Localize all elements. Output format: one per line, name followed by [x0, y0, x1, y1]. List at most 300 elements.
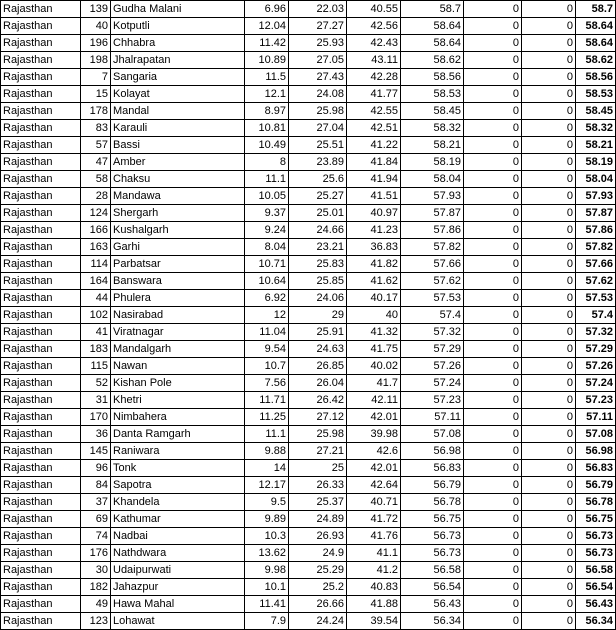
state-cell[interactable]: Rajasthan: [1, 154, 81, 171]
name-cell[interactable]: Nimbahera: [111, 409, 245, 426]
value-1-cell[interactable]: 9.37: [245, 205, 289, 222]
total-cell[interactable]: 56.73: [576, 545, 616, 562]
value-1-cell[interactable]: 11.04: [245, 324, 289, 341]
value-2-cell[interactable]: 25.85: [289, 273, 347, 290]
value-1-cell[interactable]: 7.9: [245, 613, 289, 630]
value-2-cell[interactable]: 23.21: [289, 239, 347, 256]
code-cell[interactable]: 31: [81, 392, 111, 409]
value-4-cell[interactable]: 57.29: [401, 341, 464, 358]
total-cell[interactable]: 56.78: [576, 494, 616, 511]
state-cell[interactable]: Rajasthan: [1, 596, 81, 613]
zero-2-cell[interactable]: 0: [522, 290, 576, 307]
zero-1-cell[interactable]: 0: [464, 256, 522, 273]
value-2-cell[interactable]: 27.27: [289, 18, 347, 35]
value-4-cell[interactable]: 57.23: [401, 392, 464, 409]
code-cell[interactable]: 114: [81, 256, 111, 273]
name-cell[interactable]: Bassi: [111, 137, 245, 154]
value-2-cell[interactable]: 24.9: [289, 545, 347, 562]
state-cell[interactable]: Rajasthan: [1, 409, 81, 426]
state-cell[interactable]: Rajasthan: [1, 35, 81, 52]
value-2-cell[interactable]: 25.93: [289, 35, 347, 52]
name-cell[interactable]: Khetri: [111, 392, 245, 409]
value-1-cell[interactable]: 10.3: [245, 528, 289, 545]
value-1-cell[interactable]: 11.1: [245, 426, 289, 443]
value-1-cell[interactable]: 14: [245, 460, 289, 477]
zero-1-cell[interactable]: 0: [464, 307, 522, 324]
value-4-cell[interactable]: 56.73: [401, 528, 464, 545]
state-cell[interactable]: Rajasthan: [1, 494, 81, 511]
value-4-cell[interactable]: 58.64: [401, 18, 464, 35]
value-1-cell[interactable]: 11.42: [245, 35, 289, 52]
code-cell[interactable]: 139: [81, 1, 111, 18]
value-2-cell[interactable]: 27.21: [289, 443, 347, 460]
total-cell[interactable]: 56.73: [576, 528, 616, 545]
zero-2-cell[interactable]: 0: [522, 392, 576, 409]
value-4-cell[interactable]: 57.87: [401, 205, 464, 222]
state-cell[interactable]: Rajasthan: [1, 358, 81, 375]
value-4-cell[interactable]: 57.62: [401, 273, 464, 290]
total-cell[interactable]: 58.32: [576, 120, 616, 137]
name-cell[interactable]: Nawan: [111, 358, 245, 375]
code-cell[interactable]: 183: [81, 341, 111, 358]
value-1-cell[interactable]: 9.88: [245, 443, 289, 460]
name-cell[interactable]: Phulera: [111, 290, 245, 307]
code-cell[interactable]: 37: [81, 494, 111, 511]
value-1-cell[interactable]: 6.92: [245, 290, 289, 307]
name-cell[interactable]: Jhalrapatan: [111, 52, 245, 69]
value-2-cell[interactable]: 25.2: [289, 579, 347, 596]
name-cell[interactable]: Mandal: [111, 103, 245, 120]
name-cell[interactable]: Chhabra: [111, 35, 245, 52]
value-2-cell[interactable]: 25.6: [289, 171, 347, 188]
value-2-cell[interactable]: 26.42: [289, 392, 347, 409]
total-cell[interactable]: 57.66: [576, 256, 616, 273]
zero-2-cell[interactable]: 0: [522, 307, 576, 324]
code-cell[interactable]: 196: [81, 35, 111, 52]
zero-2-cell[interactable]: 0: [522, 18, 576, 35]
code-cell[interactable]: 170: [81, 409, 111, 426]
zero-2-cell[interactable]: 0: [522, 613, 576, 630]
total-cell[interactable]: 58.64: [576, 35, 616, 52]
value-4-cell[interactable]: 56.34: [401, 613, 464, 630]
zero-2-cell[interactable]: 0: [522, 137, 576, 154]
value-3-cell[interactable]: 41.77: [347, 86, 401, 103]
state-cell[interactable]: Rajasthan: [1, 613, 81, 630]
value-1-cell[interactable]: 7.56: [245, 375, 289, 392]
total-cell[interactable]: 58.04: [576, 171, 616, 188]
total-cell[interactable]: 57.08: [576, 426, 616, 443]
total-cell[interactable]: 56.75: [576, 511, 616, 528]
total-cell[interactable]: 57.11: [576, 409, 616, 426]
value-2-cell[interactable]: 27.05: [289, 52, 347, 69]
zero-1-cell[interactable]: 0: [464, 409, 522, 426]
code-cell[interactable]: 57: [81, 137, 111, 154]
value-2-cell[interactable]: 24.08: [289, 86, 347, 103]
zero-1-cell[interactable]: 0: [464, 375, 522, 392]
zero-1-cell[interactable]: 0: [464, 273, 522, 290]
state-cell[interactable]: Rajasthan: [1, 205, 81, 222]
code-cell[interactable]: 84: [81, 477, 111, 494]
zero-1-cell[interactable]: 0: [464, 290, 522, 307]
value-2-cell[interactable]: 24.63: [289, 341, 347, 358]
state-cell[interactable]: Rajasthan: [1, 256, 81, 273]
value-4-cell[interactable]: 56.75: [401, 511, 464, 528]
name-cell[interactable]: Parbatsar: [111, 256, 245, 273]
value-2-cell[interactable]: 24.06: [289, 290, 347, 307]
name-cell[interactable]: Udaipurwati: [111, 562, 245, 579]
value-4-cell[interactable]: 56.43: [401, 596, 464, 613]
zero-1-cell[interactable]: 0: [464, 120, 522, 137]
name-cell[interactable]: Tonk: [111, 460, 245, 477]
value-3-cell[interactable]: 42.6: [347, 443, 401, 460]
value-2-cell[interactable]: 25.37: [289, 494, 347, 511]
name-cell[interactable]: Hawa Mahal: [111, 596, 245, 613]
value-4-cell[interactable]: 58.7: [401, 1, 464, 18]
value-4-cell[interactable]: 58.32: [401, 120, 464, 137]
value-3-cell[interactable]: 41.75: [347, 341, 401, 358]
total-cell[interactable]: 58.53: [576, 86, 616, 103]
value-1-cell[interactable]: 9.54: [245, 341, 289, 358]
name-cell[interactable]: Kathumar: [111, 511, 245, 528]
value-3-cell[interactable]: 40: [347, 307, 401, 324]
zero-2-cell[interactable]: 0: [522, 1, 576, 18]
zero-2-cell[interactable]: 0: [522, 443, 576, 460]
name-cell[interactable]: Mandalgarh: [111, 341, 245, 358]
name-cell[interactable]: Jahazpur: [111, 579, 245, 596]
value-2-cell[interactable]: 27.43: [289, 69, 347, 86]
value-3-cell[interactable]: 42.28: [347, 69, 401, 86]
value-3-cell[interactable]: 40.17: [347, 290, 401, 307]
zero-1-cell[interactable]: 0: [464, 1, 522, 18]
total-cell[interactable]: 57.32: [576, 324, 616, 341]
state-cell[interactable]: Rajasthan: [1, 69, 81, 86]
zero-1-cell[interactable]: 0: [464, 188, 522, 205]
value-3-cell[interactable]: 41.1: [347, 545, 401, 562]
zero-2-cell[interactable]: 0: [522, 409, 576, 426]
value-1-cell[interactable]: 12.1: [245, 86, 289, 103]
value-3-cell[interactable]: 41.62: [347, 273, 401, 290]
value-4-cell[interactable]: 56.58: [401, 562, 464, 579]
state-cell[interactable]: Rajasthan: [1, 562, 81, 579]
value-3-cell[interactable]: 40.55: [347, 1, 401, 18]
name-cell[interactable]: Karauli: [111, 120, 245, 137]
zero-1-cell[interactable]: 0: [464, 239, 522, 256]
state-cell[interactable]: Rajasthan: [1, 171, 81, 188]
code-cell[interactable]: 7: [81, 69, 111, 86]
zero-1-cell[interactable]: 0: [464, 613, 522, 630]
value-4-cell[interactable]: 58.56: [401, 69, 464, 86]
code-cell[interactable]: 124: [81, 205, 111, 222]
state-cell[interactable]: Rajasthan: [1, 188, 81, 205]
value-3-cell[interactable]: 41.23: [347, 222, 401, 239]
value-3-cell[interactable]: 42.43: [347, 35, 401, 52]
total-cell[interactable]: 56.58: [576, 562, 616, 579]
zero-2-cell[interactable]: 0: [522, 562, 576, 579]
name-cell[interactable]: Nasirabad: [111, 307, 245, 324]
value-3-cell[interactable]: 41.72: [347, 511, 401, 528]
zero-1-cell[interactable]: 0: [464, 222, 522, 239]
value-3-cell[interactable]: 40.83: [347, 579, 401, 596]
value-2-cell[interactable]: 25: [289, 460, 347, 477]
name-cell[interactable]: Gudha Malani: [111, 1, 245, 18]
zero-1-cell[interactable]: 0: [464, 494, 522, 511]
value-3-cell[interactable]: 39.54: [347, 613, 401, 630]
value-3-cell[interactable]: 39.98: [347, 426, 401, 443]
zero-2-cell[interactable]: 0: [522, 239, 576, 256]
value-1-cell[interactable]: 11.1: [245, 171, 289, 188]
name-cell[interactable]: Danta Ramgarh: [111, 426, 245, 443]
total-cell[interactable]: 56.98: [576, 443, 616, 460]
value-2-cell[interactable]: 26.93: [289, 528, 347, 545]
value-2-cell[interactable]: 27.04: [289, 120, 347, 137]
zero-2-cell[interactable]: 0: [522, 69, 576, 86]
zero-2-cell[interactable]: 0: [522, 358, 576, 375]
name-cell[interactable]: Sapotra: [111, 477, 245, 494]
value-4-cell[interactable]: 57.53: [401, 290, 464, 307]
zero-1-cell[interactable]: 0: [464, 528, 522, 545]
value-4-cell[interactable]: 56.83: [401, 460, 464, 477]
name-cell[interactable]: Kushalgarh: [111, 222, 245, 239]
value-2-cell[interactable]: 25.83: [289, 256, 347, 273]
value-2-cell[interactable]: 26.66: [289, 596, 347, 613]
total-cell[interactable]: 57.62: [576, 273, 616, 290]
value-1-cell[interactable]: 10.7: [245, 358, 289, 375]
state-cell[interactable]: Rajasthan: [1, 528, 81, 545]
value-1-cell[interactable]: 10.89: [245, 52, 289, 69]
value-2-cell[interactable]: 25.27: [289, 188, 347, 205]
value-4-cell[interactable]: 57.66: [401, 256, 464, 273]
total-cell[interactable]: 56.34: [576, 613, 616, 630]
value-1-cell[interactable]: 10.1: [245, 579, 289, 596]
state-cell[interactable]: Rajasthan: [1, 290, 81, 307]
value-4-cell[interactable]: 57.08: [401, 426, 464, 443]
zero-1-cell[interactable]: 0: [464, 460, 522, 477]
code-cell[interactable]: 145: [81, 443, 111, 460]
value-2-cell[interactable]: 24.89: [289, 511, 347, 528]
zero-1-cell[interactable]: 0: [464, 137, 522, 154]
code-cell[interactable]: 115: [81, 358, 111, 375]
name-cell[interactable]: Viratnagar: [111, 324, 245, 341]
value-1-cell[interactable]: 9.98: [245, 562, 289, 579]
total-cell[interactable]: 57.86: [576, 222, 616, 239]
value-2-cell[interactable]: 25.91: [289, 324, 347, 341]
value-3-cell[interactable]: 42.11: [347, 392, 401, 409]
value-2-cell[interactable]: 27.12: [289, 409, 347, 426]
code-cell[interactable]: 96: [81, 460, 111, 477]
state-cell[interactable]: Rajasthan: [1, 86, 81, 103]
zero-2-cell[interactable]: 0: [522, 341, 576, 358]
name-cell[interactable]: Kishan Pole: [111, 375, 245, 392]
value-1-cell[interactable]: 12.17: [245, 477, 289, 494]
zero-1-cell[interactable]: 0: [464, 358, 522, 375]
total-cell[interactable]: 57.53: [576, 290, 616, 307]
code-cell[interactable]: 28: [81, 188, 111, 205]
value-4-cell[interactable]: 57.11: [401, 409, 464, 426]
state-cell[interactable]: Rajasthan: [1, 392, 81, 409]
zero-1-cell[interactable]: 0: [464, 443, 522, 460]
state-cell[interactable]: Rajasthan: [1, 477, 81, 494]
value-3-cell[interactable]: 36.83: [347, 239, 401, 256]
value-4-cell[interactable]: 58.19: [401, 154, 464, 171]
value-4-cell[interactable]: 57.86: [401, 222, 464, 239]
zero-2-cell[interactable]: 0: [522, 52, 576, 69]
value-1-cell[interactable]: 12.04: [245, 18, 289, 35]
total-cell[interactable]: 57.23: [576, 392, 616, 409]
zero-2-cell[interactable]: 0: [522, 375, 576, 392]
value-4-cell[interactable]: 57.4: [401, 307, 464, 324]
total-cell[interactable]: 56.83: [576, 460, 616, 477]
value-3-cell[interactable]: 42.01: [347, 409, 401, 426]
code-cell[interactable]: 47: [81, 154, 111, 171]
state-cell[interactable]: Rajasthan: [1, 545, 81, 562]
zero-1-cell[interactable]: 0: [464, 35, 522, 52]
total-cell[interactable]: 58.62: [576, 52, 616, 69]
code-cell[interactable]: 49: [81, 596, 111, 613]
state-cell[interactable]: Rajasthan: [1, 579, 81, 596]
name-cell[interactable]: Nathdwara: [111, 545, 245, 562]
value-1-cell[interactable]: 10.81: [245, 120, 289, 137]
zero-2-cell[interactable]: 0: [522, 35, 576, 52]
value-3-cell[interactable]: 42.01: [347, 460, 401, 477]
name-cell[interactable]: Garhi: [111, 239, 245, 256]
zero-1-cell[interactable]: 0: [464, 392, 522, 409]
value-3-cell[interactable]: 40.02: [347, 358, 401, 375]
total-cell[interactable]: 57.4: [576, 307, 616, 324]
name-cell[interactable]: Banswara: [111, 273, 245, 290]
zero-2-cell[interactable]: 0: [522, 426, 576, 443]
zero-1-cell[interactable]: 0: [464, 103, 522, 120]
code-cell[interactable]: 15: [81, 86, 111, 103]
value-3-cell[interactable]: 40.71: [347, 494, 401, 511]
name-cell[interactable]: Kotputli: [111, 18, 245, 35]
code-cell[interactable]: 52: [81, 375, 111, 392]
zero-1-cell[interactable]: 0: [464, 477, 522, 494]
zero-2-cell[interactable]: 0: [522, 103, 576, 120]
value-2-cell[interactable]: 26.33: [289, 477, 347, 494]
state-cell[interactable]: Rajasthan: [1, 443, 81, 460]
code-cell[interactable]: 58: [81, 171, 111, 188]
value-3-cell[interactable]: 42.64: [347, 477, 401, 494]
state-cell[interactable]: Rajasthan: [1, 375, 81, 392]
zero-1-cell[interactable]: 0: [464, 545, 522, 562]
zero-2-cell[interactable]: 0: [522, 460, 576, 477]
state-cell[interactable]: Rajasthan: [1, 341, 81, 358]
zero-1-cell[interactable]: 0: [464, 69, 522, 86]
state-cell[interactable]: Rajasthan: [1, 239, 81, 256]
value-1-cell[interactable]: 10.49: [245, 137, 289, 154]
value-2-cell[interactable]: 25.01: [289, 205, 347, 222]
value-4-cell[interactable]: 56.98: [401, 443, 464, 460]
value-3-cell[interactable]: 41.32: [347, 324, 401, 341]
value-1-cell[interactable]: 8.97: [245, 103, 289, 120]
total-cell[interactable]: 57.29: [576, 341, 616, 358]
value-3-cell[interactable]: 41.2: [347, 562, 401, 579]
value-4-cell[interactable]: 56.73: [401, 545, 464, 562]
value-2-cell[interactable]: 26.04: [289, 375, 347, 392]
value-4-cell[interactable]: 58.04: [401, 171, 464, 188]
value-4-cell[interactable]: 58.64: [401, 35, 464, 52]
zero-2-cell[interactable]: 0: [522, 324, 576, 341]
total-cell[interactable]: 58.19: [576, 154, 616, 171]
total-cell[interactable]: 57.24: [576, 375, 616, 392]
zero-2-cell[interactable]: 0: [522, 528, 576, 545]
state-cell[interactable]: Rajasthan: [1, 324, 81, 341]
code-cell[interactable]: 166: [81, 222, 111, 239]
zero-2-cell[interactable]: 0: [522, 511, 576, 528]
zero-2-cell[interactable]: 0: [522, 273, 576, 290]
value-1-cell[interactable]: 8.04: [245, 239, 289, 256]
value-1-cell[interactable]: 10.05: [245, 188, 289, 205]
zero-1-cell[interactable]: 0: [464, 18, 522, 35]
zero-1-cell[interactable]: 0: [464, 596, 522, 613]
value-3-cell[interactable]: 42.56: [347, 18, 401, 35]
total-cell[interactable]: 58.45: [576, 103, 616, 120]
value-4-cell[interactable]: 58.62: [401, 52, 464, 69]
zero-1-cell[interactable]: 0: [464, 324, 522, 341]
zero-2-cell[interactable]: 0: [522, 188, 576, 205]
name-cell[interactable]: Chaksu: [111, 171, 245, 188]
value-1-cell[interactable]: 9.5: [245, 494, 289, 511]
zero-1-cell[interactable]: 0: [464, 171, 522, 188]
code-cell[interactable]: 74: [81, 528, 111, 545]
value-4-cell[interactable]: 57.24: [401, 375, 464, 392]
zero-1-cell[interactable]: 0: [464, 579, 522, 596]
zero-2-cell[interactable]: 0: [522, 120, 576, 137]
code-cell[interactable]: 176: [81, 545, 111, 562]
state-cell[interactable]: Rajasthan: [1, 426, 81, 443]
value-4-cell[interactable]: 56.54: [401, 579, 464, 596]
code-cell[interactable]: 41: [81, 324, 111, 341]
value-4-cell[interactable]: 57.82: [401, 239, 464, 256]
zero-1-cell[interactable]: 0: [464, 154, 522, 171]
value-3-cell[interactable]: 41.51: [347, 188, 401, 205]
state-cell[interactable]: Rajasthan: [1, 137, 81, 154]
value-3-cell[interactable]: 42.55: [347, 103, 401, 120]
zero-2-cell[interactable]: 0: [522, 222, 576, 239]
value-2-cell[interactable]: 25.98: [289, 426, 347, 443]
code-cell[interactable]: 36: [81, 426, 111, 443]
value-1-cell[interactable]: 8: [245, 154, 289, 171]
state-cell[interactable]: Rajasthan: [1, 103, 81, 120]
value-1-cell[interactable]: 13.62: [245, 545, 289, 562]
total-cell[interactable]: 56.79: [576, 477, 616, 494]
name-cell[interactable]: Amber: [111, 154, 245, 171]
code-cell[interactable]: 44: [81, 290, 111, 307]
name-cell[interactable]: Sangaria: [111, 69, 245, 86]
total-cell[interactable]: 58.21: [576, 137, 616, 154]
zero-1-cell[interactable]: 0: [464, 86, 522, 103]
zero-2-cell[interactable]: 0: [522, 154, 576, 171]
code-cell[interactable]: 83: [81, 120, 111, 137]
zero-2-cell[interactable]: 0: [522, 205, 576, 222]
total-cell[interactable]: 56.43: [576, 596, 616, 613]
code-cell[interactable]: 198: [81, 52, 111, 69]
value-1-cell[interactable]: 6.96: [245, 1, 289, 18]
state-cell[interactable]: Rajasthan: [1, 52, 81, 69]
value-4-cell[interactable]: 57.93: [401, 188, 464, 205]
state-cell[interactable]: Rajasthan: [1, 307, 81, 324]
state-cell[interactable]: Rajasthan: [1, 120, 81, 137]
zero-2-cell[interactable]: 0: [522, 171, 576, 188]
zero-2-cell[interactable]: 0: [522, 477, 576, 494]
value-1-cell[interactable]: 10.71: [245, 256, 289, 273]
zero-2-cell[interactable]: 0: [522, 596, 576, 613]
value-2-cell[interactable]: 24.24: [289, 613, 347, 630]
name-cell[interactable]: Lohawat: [111, 613, 245, 630]
zero-2-cell[interactable]: 0: [522, 256, 576, 273]
code-cell[interactable]: 182: [81, 579, 111, 596]
value-4-cell[interactable]: 58.45: [401, 103, 464, 120]
